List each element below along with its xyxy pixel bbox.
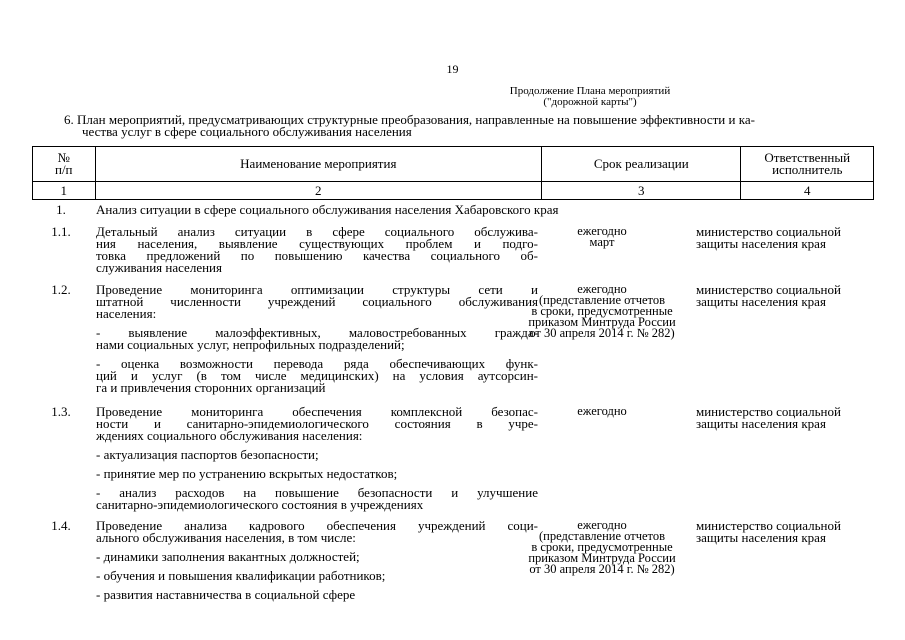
- row-subitem: [96, 487, 538, 511]
- subitem-line: нами социальных услуг, непрофильных подразделений;: [96, 337, 405, 352]
- executor-line: министерство социальной: [696, 224, 841, 239]
- row-executor: [696, 284, 874, 308]
- subitem-line: ций и услуг (в том числе медицинских) на условия аутсорсин-: [96, 368, 538, 383]
- header-col-number: 1: [33, 182, 96, 200]
- row-number: 1.: [56, 202, 66, 217]
- header-number-cell: [33, 147, 96, 182]
- term-line: ежегодно: [577, 282, 627, 296]
- row-term: [504, 284, 700, 339]
- table-row: [32, 204, 874, 226]
- continuation-note: [500, 86, 680, 108]
- subitem-line: - актуализация паспортов безопасности;: [96, 447, 319, 462]
- row-executor: [696, 226, 874, 250]
- executor-line: защиты населения края: [696, 294, 826, 309]
- row-subitem: [96, 551, 538, 563]
- term-line: ежегодно: [577, 518, 627, 532]
- row-title-line: Проведение анализа кадрового обеспечения учреждений соци-: [96, 518, 538, 533]
- subitem-line: - выявление малоэффективных, маловостребованных гражда-: [96, 325, 538, 340]
- subitem-line: га и привлечения сторонних организаций: [96, 380, 326, 395]
- header-term-cell: Срок реализации: [542, 147, 741, 182]
- continuation-line: Продолжение Плана мероприятий: [509, 85, 671, 97]
- term-line: от 30 апреля 2014 г. № 282): [529, 562, 675, 576]
- row-title: [96, 406, 538, 511]
- row-executor: [696, 520, 874, 544]
- row-title-line: населения:: [96, 306, 157, 321]
- row-subitem: [96, 358, 538, 394]
- header-executor-cell: [741, 147, 874, 182]
- subitem-line: - обучения и повышения квалификации работников;: [96, 568, 386, 583]
- table-body: [32, 204, 874, 608]
- executor-line: министерство социальной: [696, 518, 841, 533]
- subitem-line: - динамики заполнения вакантных должностей;: [96, 549, 360, 564]
- row-number: 1.3.: [51, 404, 71, 419]
- row-term: [504, 226, 700, 248]
- header-col-number: 2: [95, 182, 542, 200]
- row-title-line: служивания населения: [96, 260, 222, 275]
- section-title-line: 6. План мероприятий, предусматривающих структурные преобразования, направленные на повышение эффективности и ка-: [64, 112, 755, 127]
- header-executor-label: Ответственный: [764, 150, 851, 165]
- table-row: [32, 226, 874, 284]
- row-title-line: ального обслуживания населения, в том числе:: [96, 530, 356, 545]
- section-title: [64, 114, 874, 138]
- subitem-line: санитарно-эпидемиологического состояния в учреждениях: [96, 497, 424, 512]
- row-title-line: Детальный анализ ситуации в сфере социального обслужива-: [96, 224, 538, 239]
- term-line: ежегодно: [577, 224, 627, 238]
- row-subitem: [96, 327, 538, 351]
- term-line: (представление отчетов: [539, 293, 665, 307]
- term-line: в сроки, предусмотренные: [531, 540, 673, 554]
- row-title: [96, 226, 538, 274]
- row-subitem: [96, 589, 538, 601]
- table-row: [32, 520, 874, 608]
- executor-line: министерство социальной: [696, 404, 841, 419]
- table-header: [32, 146, 874, 200]
- term-line: (представление отчетов: [539, 529, 665, 543]
- row-term: [504, 520, 700, 575]
- header-col-number: 3: [542, 182, 741, 200]
- subitem-line: - оценка возможности перевода ряда обеспечивающих функ-: [96, 356, 538, 371]
- row-title: [96, 204, 656, 216]
- executor-line: министерство социальной: [696, 282, 841, 297]
- row-title-line: штатной численности учреждений социального обслуживания: [96, 294, 538, 309]
- row-title-line: ждениях социального обслуживания населения:: [96, 428, 363, 443]
- header-name-cell: Наименование мероприятия: [95, 147, 542, 182]
- continuation-line: ("дорожной карты"): [543, 96, 637, 108]
- row-number: 1.1.: [51, 224, 71, 239]
- row-title-line: ния населения, выявление существующих проблем и подго-: [96, 236, 538, 251]
- header-col-number: 4: [741, 182, 874, 200]
- subitem-line: - анализ расходов на повышение безопасности и улучшение: [96, 485, 538, 500]
- term-line: приказом Минтруда России: [528, 315, 676, 329]
- term-line: приказом Минтруда России: [528, 551, 676, 565]
- row-number: 1.4.: [51, 518, 71, 533]
- row-title-line: Анализ ситуации в сфере социального обслуживания населения Хабаровского края: [96, 202, 559, 217]
- header-executor-label: исполнитель: [772, 162, 843, 177]
- term-line: в сроки, предусмотренные: [531, 304, 673, 318]
- term-line: март: [589, 235, 615, 249]
- row-subitem: [96, 449, 538, 461]
- row-title-line: ности и санитарно-эпидемиологического состояния в учре-: [96, 416, 538, 431]
- header-number-label: №: [57, 150, 70, 165]
- header-number-label: п/п: [54, 162, 73, 177]
- executor-line: защиты населения края: [696, 236, 826, 251]
- row-title-line: товка предложений по повышению качества социального об-: [96, 248, 538, 263]
- page-number: 19: [446, 62, 459, 76]
- row-title-line: Проведение мониторинга обеспечения комплексной безопас-: [96, 404, 538, 419]
- term-line: ежегодно: [577, 404, 627, 418]
- row-subitem: [96, 570, 538, 582]
- table-row: [32, 284, 874, 406]
- row-number: 1.2.: [51, 282, 71, 297]
- row-term: [504, 406, 700, 417]
- section-title-line: чества услуг в сфере социального обслуживания населения: [82, 124, 412, 139]
- row-title: [96, 284, 538, 394]
- row-title: [96, 520, 538, 601]
- subitem-line: - развития наставничества в социальной сфере: [96, 587, 356, 602]
- subitem-line: - принятие мер по устранению вскрытых недостатков;: [96, 466, 398, 481]
- row-subitem: [96, 468, 538, 480]
- term-line: от 30 апреля 2014 г. № 282): [529, 326, 675, 340]
- row-title-line: Проведение мониторинга оптимизации структуры сети и: [96, 282, 538, 297]
- table-row: [32, 406, 874, 520]
- executor-line: защиты населения края: [696, 416, 826, 431]
- row-executor: [696, 406, 874, 430]
- executor-line: защиты населения края: [696, 530, 826, 545]
